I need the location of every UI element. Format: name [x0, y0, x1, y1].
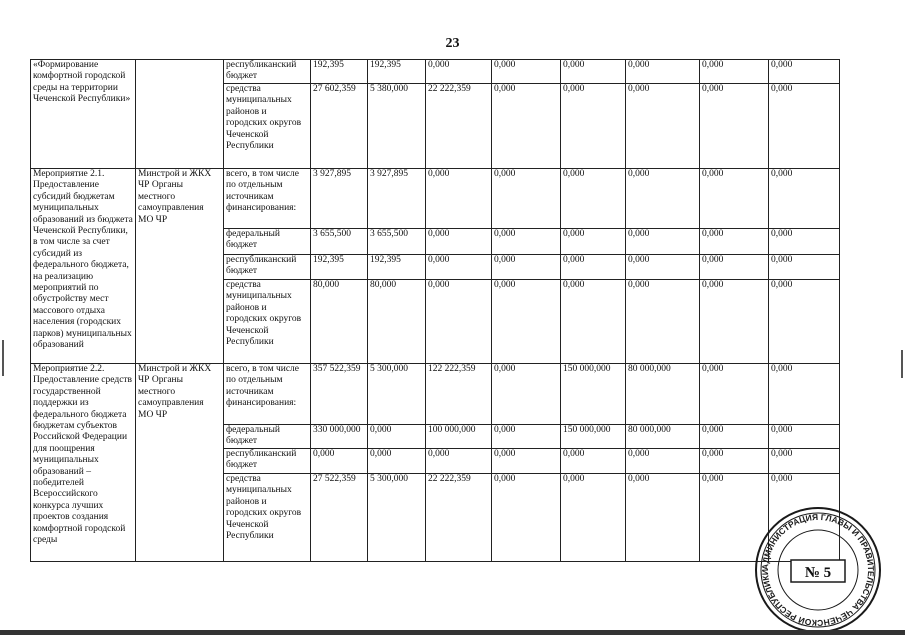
amount-cell: 0,000 [561, 84, 626, 169]
table-row [31, 364, 840, 425]
amount-cell: 0,000 [426, 169, 492, 229]
amount-cell: 0,000 [700, 60, 769, 84]
amount-cell: 22 222,359 [426, 84, 492, 169]
amount-cell: 0,000 [492, 255, 561, 280]
scan-bottom-edge [0, 630, 905, 635]
amount-cell: 0,000 [492, 280, 561, 364]
scan-margin-mark [2, 340, 4, 376]
amount-cell: 0,000 [626, 474, 700, 562]
amount-cell: 0,000 [426, 280, 492, 364]
amount-cell: 0,000 [769, 60, 840, 84]
amount-cell: 80,000 [368, 280, 426, 364]
amount-cell: 150 000,000 [561, 364, 626, 425]
amount-cell: 192,395 [368, 255, 426, 280]
amount-cell: 0,000 [561, 449, 626, 474]
amount-cell: 0,000 [626, 280, 700, 364]
amount-cell: 0,000 [492, 84, 561, 169]
amount-cell: 3 655,500 [311, 229, 368, 255]
amount-cell: 0,000 [769, 229, 840, 255]
amount-cell: 5 380,000 [368, 84, 426, 169]
amount-cell: 0,000 [700, 364, 769, 425]
amount-cell: 0,000 [769, 169, 840, 229]
amount-cell: 3 927,895 [368, 169, 426, 229]
amount-cell: 27 602,359 [311, 84, 368, 169]
funding-source-cell: средства муниципальных районов и городских округов Чеченской Республики [224, 84, 311, 169]
amount-cell: 0,000 [492, 169, 561, 229]
scan-margin-mark [901, 350, 903, 378]
amount-cell: 0,000 [626, 449, 700, 474]
funding-source-cell: средства муниципальных районов и городских округов Чеченской Республики [224, 280, 311, 364]
page-number: 23 [445, 36, 460, 51]
funding-source-cell: республиканский бюджет [224, 255, 311, 280]
amount-cell: 0,000 [561, 60, 626, 84]
amount-cell: 0,000 [700, 449, 769, 474]
amount-cell: 22 222,359 [426, 474, 492, 562]
amount-cell: 27 522,359 [311, 474, 368, 562]
amount-cell: 0,000 [492, 425, 561, 449]
amount-cell: 0,000 [492, 474, 561, 562]
amount-cell: 100 000,000 [426, 425, 492, 449]
amount-cell: 0,000 [561, 255, 626, 280]
amount-cell: 0,000 [561, 474, 626, 562]
amount-cell: 0,000 [700, 229, 769, 255]
amount-cell: 0,000 [426, 229, 492, 255]
funding-source-cell: федеральный бюджет [224, 229, 311, 255]
amount-cell: 0,000 [769, 255, 840, 280]
funding-source-cell: всего, в том числе по отдельным источникам финансирования: [224, 169, 311, 229]
amount-cell: 192,395 [311, 255, 368, 280]
amount-cell: 0,000 [769, 364, 840, 425]
amount-cell: 0,000 [700, 169, 769, 229]
amount-cell: 357 522,359 [311, 364, 368, 425]
amount-cell: 0,000 [700, 474, 769, 562]
amount-cell: 0,000 [769, 449, 840, 474]
amount-cell: 192,395 [368, 60, 426, 84]
funding-source-cell: средства муниципальных районов и городских округов Чеченской Республики [224, 474, 311, 562]
amount-cell: 0,000 [368, 425, 426, 449]
executor-cell [136, 60, 224, 169]
amount-cell: 0,000 [426, 449, 492, 474]
executor-cell: Минстрой и ЖКХ ЧР Органы местного самоуправления МО ЧР [136, 364, 224, 562]
amount-cell: 0,000 [626, 60, 700, 84]
amount-cell: 0,000 [626, 169, 700, 229]
amount-cell: 0,000 [700, 425, 769, 449]
amount-cell: 80,000 [311, 280, 368, 364]
amount-cell: 0,000 [561, 169, 626, 229]
amount-cell: 0,000 [769, 425, 840, 449]
amount-cell: 5 300,000 [368, 364, 426, 425]
amount-cell: 80 000,000 [626, 364, 700, 425]
measure-name-cell: «Формирование комфортной городской среды на территории Чеченской Республики» [31, 60, 136, 169]
amount-cell: 0,000 [769, 280, 840, 364]
official-seal [753, 505, 883, 635]
funding-source-cell: республиканский бюджет [224, 60, 311, 84]
amount-cell: 0,000 [700, 84, 769, 169]
funding-source-cell: федеральный бюджет [224, 425, 311, 449]
funding-source-cell: республиканский бюджет [224, 449, 311, 474]
table-row [31, 169, 840, 229]
seal-number-text: № 5 [804, 565, 832, 581]
amount-cell: 0,000 [700, 255, 769, 280]
amount-cell: 80 000,000 [626, 425, 700, 449]
amount-cell: 0,000 [561, 280, 626, 364]
amount-cell: 0,000 [492, 60, 561, 84]
financing-table [30, 59, 840, 562]
amount-cell: 150 000,000 [561, 425, 626, 449]
amount-cell: 122 222,359 [426, 364, 492, 425]
funding-source-cell: всего, в том числе по отдельным источникам финансирования: [224, 364, 311, 425]
measure-name-cell: Мероприятие 2.2. Предоставление средств государственной поддержки из федерального бюджета бюджетам субъектов Российской Федерации для поощрения муниципальных образований – победителей Всероссийского конкурса лучших проектов создания комфортной городской среды [31, 364, 136, 562]
amount-cell: 330 000,000 [311, 425, 368, 449]
amount-cell: 0,000 [700, 280, 769, 364]
amount-cell: 0,000 [492, 364, 561, 425]
amount-cell: 0,000 [368, 449, 426, 474]
amount-cell: 192,395 [311, 60, 368, 84]
table-row [31, 60, 840, 84]
amount-cell: 5 300,000 [368, 474, 426, 562]
amount-cell: 0,000 [426, 255, 492, 280]
amount-cell: 0,000 [426, 60, 492, 84]
amount-cell: 0,000 [561, 229, 626, 255]
amount-cell: 0,000 [626, 84, 700, 169]
amount-cell: 0,000 [492, 229, 561, 255]
executor-cell: Минстрой и ЖКХ ЧР Органы местного самоуправления МО ЧР [136, 169, 224, 364]
amount-cell: 3 927,895 [311, 169, 368, 229]
amount-cell: 0,000 [311, 449, 368, 474]
amount-cell: 3 655,500 [368, 229, 426, 255]
amount-cell: 0,000 [626, 255, 700, 280]
amount-cell: 0,000 [492, 449, 561, 474]
measure-name-cell: Мероприятие 2.1. Предоставление субсидий бюджетам муниципальных образований из бюджета Чеченской Республики, в том числе за счет субсидий из федерального бюджета, на реализацию мероприятий по обустройству мест массового отдыха населения (городских парков) муниципальных образований [31, 169, 136, 364]
amount-cell: 0,000 [769, 84, 840, 169]
amount-cell: 0,000 [769, 474, 840, 562]
seal-ring-text: АДМИНИСТРАЦИЯ ГЛАВЫ И ПРАВИТЕЛЬСТВА ЧЕЧЕНСКОЙ РЕСПУБЛИКИ [759, 511, 877, 629]
amount-cell: 0,000 [626, 229, 700, 255]
